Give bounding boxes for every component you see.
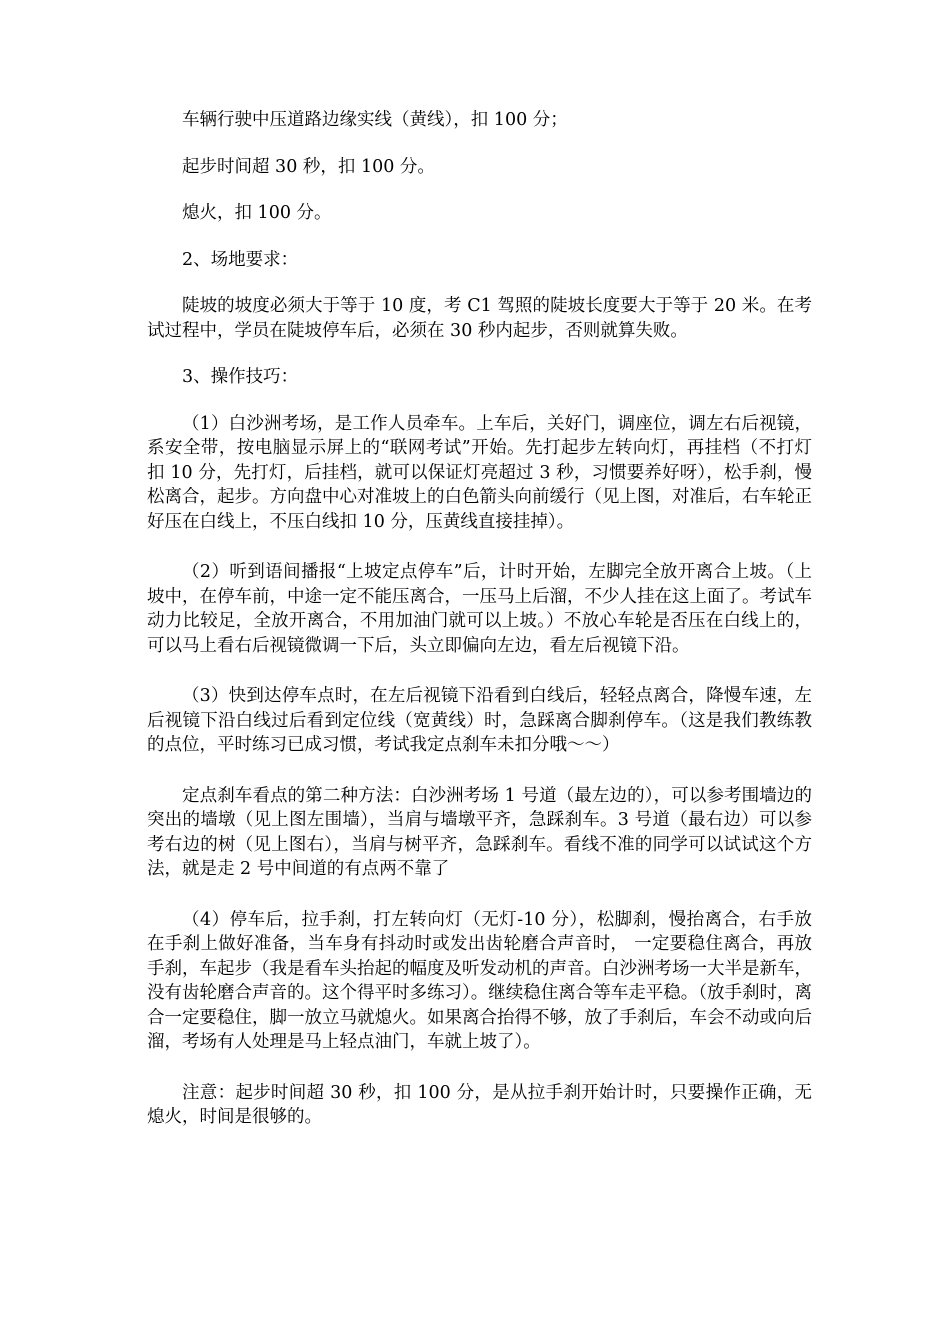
document-body bbox=[147, 108, 812, 1130]
paragraph-rule-yellow-line: 车辆行驶中压道路边缘实线（黄线），扣 100 分； bbox=[182, 110, 568, 130]
paragraph-tip-1: （1）白沙洲考场，是工作人员牵车。上车后，关好门，调座位，调左右后视镜，系安全带，按电脑显示屏上的“联网考试”开始。先打起步左转向灯，再挂档（不打灯扣 10 分，先打灯，后挂档，就可以保证灯亮超过 3 秒，习惯要养好呀），松手刹，慢松离合，起步。方向盘中心对准坡上的白色箭头向前缓行（见上图，对准后，右车轮正好压在白线上，不压白线扣 10 分，压黄线直接挂掉）。 bbox=[147, 413, 812, 532]
section-heading-operation-tips: 3、操作技巧： bbox=[182, 367, 299, 387]
paragraph-tip-4: （4）停车后，拉手刹，打左转向灯（无灯-10 分），松脚刹，慢抬离合，右手放在手刹上做好准备，当车身有抖动时或发出齿轮磨合声音时， 一定要稳住离合，再放手刹，车起步（我是看车头抬起的幅度及听发动机的声音。白沙洲考场一大半是新车，没有齿轮磨合声音的。这个得平时多练习）。继续稳住离合等车走平稳。（放手刹时，离合一定要稳住，脚一放立马就熄火。如果离合抬得不够，放了手刹后，车会不动或向后溜，考场有人处理是马上轻点油门，车就上坡了）。 bbox=[147, 909, 812, 1052]
section-heading-site-requirements: 2、场地要求： bbox=[182, 249, 299, 270]
paragraph-rule-start-time: 起步时间超 30 秒，扣 100 分。 bbox=[182, 156, 435, 177]
paragraph-tip-3: （3）快到达停车点时，在左后视镜下沿看到白线后，轻轻点离合，降慢车速，左后视镜下沿白线过后看到定位线（宽黄线）时，急踩离合脚刹停车。（这是我们教练教的点位，平时练习已成习惯，考试我定点刹车未扣分哦～～） bbox=[147, 686, 812, 755]
paragraph-note: 注意：起步时间超 30 秒，扣 100 分，是从拉手刹开始计时，只要操作正确，无熄火，时间是很够的。 bbox=[147, 1082, 812, 1127]
paragraph-alternate-method: 定点刹车看点的第二种方法：白沙洲考场 1 号道（最左边的），可以参考围墙边的突出的墙墩（见上图左围墙），当肩与墙墩平齐，急踩刹车。3 号道（最右边）可以参考右边的树（见上图右），当肩与树平齐，急踩刹车。看线不准的同学可以试试这个方法，就是走 2 号中间道的有点两不靠了 bbox=[147, 785, 812, 879]
paragraph-rule-stall: 熄火，扣 100 分。 bbox=[182, 203, 332, 223]
paragraph-tip-2: （2）听到语间播报“上坡定点停车”后，计时开始，左脚完全放开离合上坡。（上坡中，在停车前，中途一定不能压离合，一压马上后溜，不少人挂在这上面了。考试车动力比较足，全放开离合，不用加油门就可以上坡。）不放心车轮是否压在白线上的，可以马上看右后视镜微调一下后，头立即偏向左边，看左后视镜下沿。 bbox=[147, 562, 812, 656]
paragraph-slope-requirements: 陡坡的坡度必须大于等于 10 度，考 C1 驾照的陡坡长度要大于等于 20 米。在考试过程中，学员在陡坡停车后，必须在 30 秒内起步，否则就算失败。 bbox=[147, 296, 812, 341]
